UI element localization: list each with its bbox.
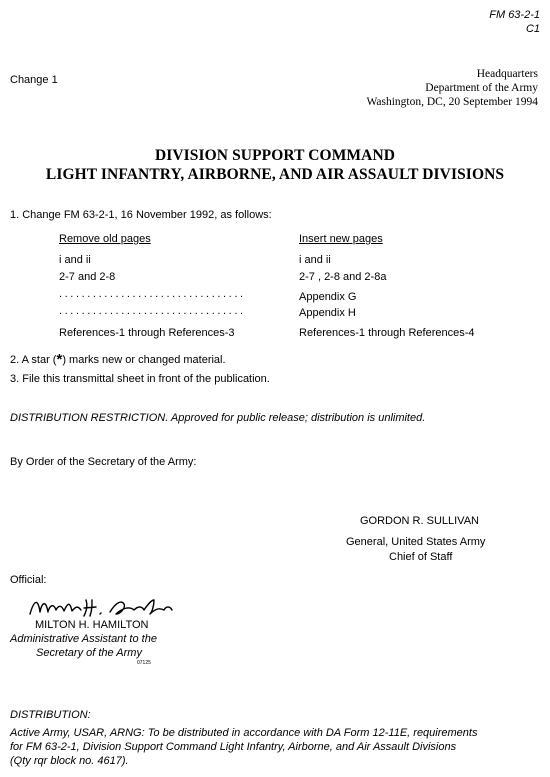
distribution-line-1: Active Army, USAR, ARNG: To be distributed in accordance with DA Form 12-11E, requirements <box>10 727 478 739</box>
leader-dots-row-3: ................................. <box>59 288 246 300</box>
title-line-1: DIVISION SUPPORT COMMAND <box>154 147 396 164</box>
official-title-2: Secretary of the Army <box>36 647 142 659</box>
item-2-prefix: 2. A star ( <box>10 354 57 366</box>
doc-number: FM 63-2-1 <box>489 9 540 21</box>
instruction-item-1: 1. Change FM 63-2-1, 16 November 1992, as follows: <box>10 209 272 221</box>
insert-row-2: 2-7 , 2-8 and 2-8a <box>299 271 387 283</box>
remove-row-2: 2-7 and 2-8 <box>59 271 116 283</box>
official-code: 07125 <box>137 660 151 666</box>
title-line-2: LIGHT INFANTRY, AIRBORNE, AND AIR ASSAULT DIVISIONS <box>45 166 505 183</box>
hq-line-3: Washington, DC, 20 September 1994 <box>366 96 538 108</box>
distribution-restriction: DISTRIBUTION RESTRICTION. Approved for public release; distribution is unlimited. <box>10 412 426 424</box>
remove-row-1: i and ii <box>59 254 91 266</box>
instruction-item-2 <box>10 350 226 367</box>
signer-name: GORDON R. SULLIVAN <box>360 515 479 527</box>
insert-row-5: References-1 through References-4 <box>299 327 475 339</box>
hq-line-1: Headquarters <box>476 68 538 80</box>
item-2-suffix: ) marks new or changed material. <box>62 354 226 366</box>
insert-row-3: Appendix G <box>299 291 357 303</box>
remove-row-5: References-1 through References-3 <box>59 327 235 339</box>
handwritten-signature <box>26 594 176 620</box>
official-title-1: Administrative Assistant to the <box>10 633 157 645</box>
instruction-item-3: 3. File this transmittal sheet in front of the publication. <box>10 373 270 385</box>
signer-title-1: General, United States Army <box>346 536 486 548</box>
remove-pages-header: Remove old pages <box>59 233 151 245</box>
insert-row-4: Appendix H <box>299 307 356 319</box>
document-id-block <box>489 8 540 36</box>
official-name: MILTON H. HAMILTON <box>35 619 149 631</box>
star-icon: * <box>56 351 63 368</box>
headquarters-block <box>366 67 538 109</box>
distribution-label: DISTRIBUTION: <box>10 709 91 721</box>
change-code: C1 <box>525 23 540 35</box>
hq-line-2: Department of the Army <box>425 82 538 94</box>
insert-pages-header: Insert new pages <box>299 233 383 245</box>
change-label: Change 1 <box>10 74 58 86</box>
distribution-line-3: (Qty rqr block no. 4617). <box>10 755 129 767</box>
signer-title-2: Chief of Staff <box>389 551 453 563</box>
by-order-line: By Order of the Secretary of the Army: <box>10 456 197 468</box>
distribution-line-2: for FM 63-2-1, Division Support Command Light Infantry, Airborne, and Air Assault Divisions <box>10 741 457 753</box>
official-label: Official: <box>10 574 47 586</box>
insert-row-1: i and ii <box>299 254 331 266</box>
leader-dots-row-4: ................................. <box>59 305 246 317</box>
